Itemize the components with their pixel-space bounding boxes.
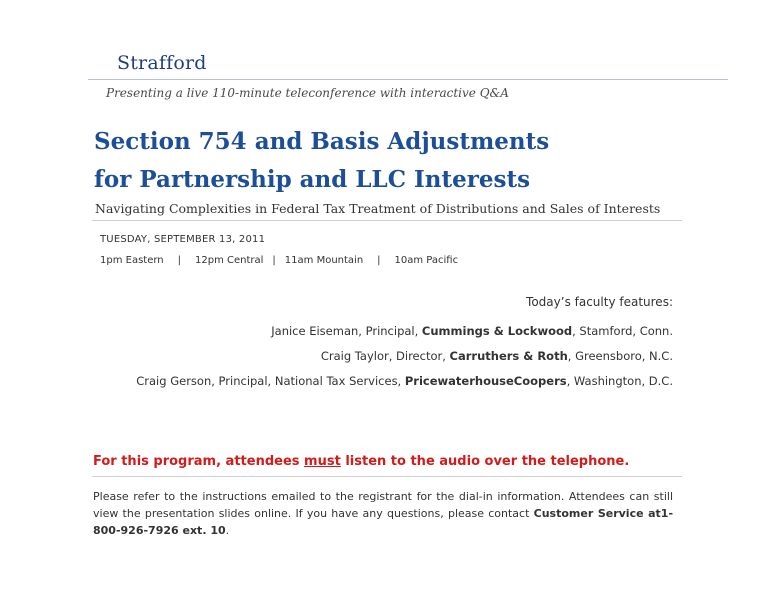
time-separator: | bbox=[377, 255, 381, 266]
time-separator: | bbox=[272, 255, 276, 266]
page-subtitle: Navigating Complexities in Federal Tax Treatment of Distributions and Sales of Interests bbox=[95, 201, 661, 216]
faculty-location: , Washington, D.C. bbox=[566, 374, 673, 388]
faculty-member bbox=[271, 324, 673, 338]
faculty-location: , Greensboro, N.C. bbox=[567, 349, 673, 363]
audio-notice-text-end: listen to the audio over the telephone. bbox=[340, 454, 630, 469]
audio-notice-text: For this program, attendees bbox=[93, 454, 305, 469]
tagline: Presenting a live 110-minute teleconference with interactive Q&A bbox=[106, 86, 509, 100]
time-separator: | bbox=[177, 255, 182, 266]
faculty-firm: PricewaterhouseCoopers bbox=[404, 374, 567, 388]
faculty-heading: Today’s faculty features: bbox=[526, 295, 673, 309]
instructions-end: . bbox=[225, 524, 230, 537]
instructions-text: Please refer to the instructions emailed to the registrant for the dial-in information. Attendees can still view the presentation slides online. If you have any questions, please contact bbox=[93, 490, 673, 520]
faculty-firm: Carruthers & Roth bbox=[449, 349, 568, 363]
audio-notice bbox=[93, 454, 629, 469]
audio-notice-emphasis: must bbox=[304, 454, 341, 469]
header-divider bbox=[88, 79, 728, 80]
faculty-location: , Stamford, Conn. bbox=[572, 324, 673, 338]
dial-in-instructions bbox=[93, 488, 673, 539]
page-title-line-2: for Partnership and LLC Interests bbox=[94, 166, 531, 193]
event-times bbox=[100, 255, 458, 266]
faculty-member bbox=[321, 349, 673, 363]
faculty-member bbox=[136, 374, 673, 388]
time-central: 12pm Central bbox=[195, 255, 264, 266]
customer-service-contact: Customer Service at1-800-926-7926 ext. 10 bbox=[93, 507, 674, 537]
time-mountain: 11am Mountain bbox=[284, 255, 364, 266]
time-pacific: 10am Pacific bbox=[394, 255, 459, 266]
page-title-line-1: Section 754 and Basis Adjustments bbox=[94, 128, 550, 155]
faculty-name-role: Craig Taylor, Director, bbox=[320, 349, 450, 363]
time-eastern: 1pm Eastern bbox=[100, 255, 164, 266]
faculty-name-role: Craig Gerson, Principal, National Tax Services, bbox=[136, 374, 405, 388]
subtitle-divider bbox=[92, 220, 682, 221]
brand-logo: Strafford bbox=[117, 52, 207, 74]
notice-divider bbox=[92, 476, 682, 477]
event-date: TUESDAY, SEPTEMBER 13, 2011 bbox=[100, 234, 266, 245]
faculty-firm: Cummings & Lockwood bbox=[421, 324, 573, 338]
faculty-name-role: Janice Eiseman, Principal, bbox=[271, 324, 422, 338]
